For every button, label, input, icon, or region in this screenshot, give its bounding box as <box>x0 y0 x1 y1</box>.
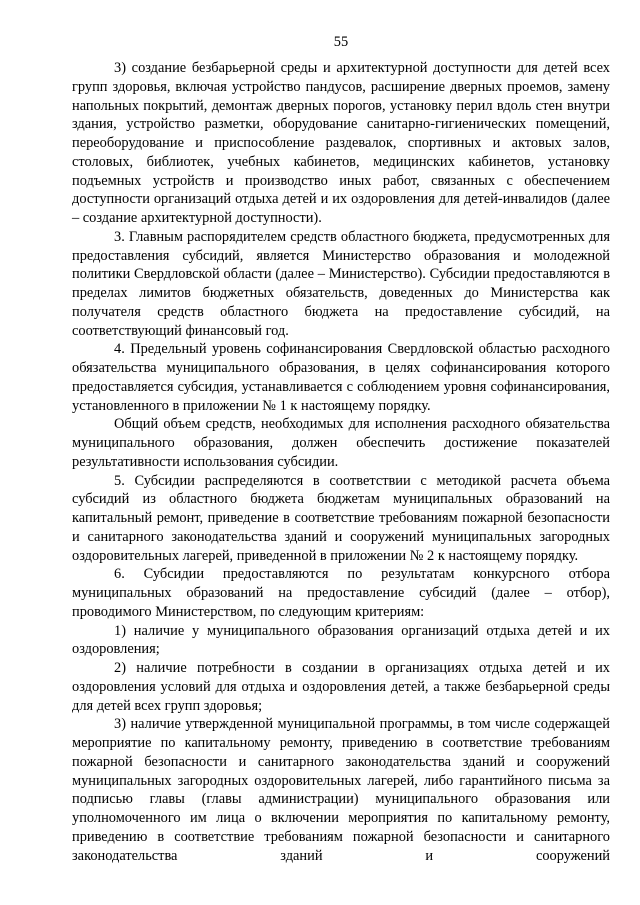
paragraph-selection-criteria: 6. Субсидии предоставляются по результатам конкурсного отбора муниципальных образований на предоставление субсидий (далее – отбор), проводимого Министерством, по следующим критериям: <box>72 566 610 620</box>
paragraph-main-administrator: 3. Главным распорядителем средств областного бюджета, предусмотренных для предоставления субсидий, является Министерство образования и молодежной политики Свердловской области (далее – Министерство). Субсидии предоставляются в пределах лимитов бюджетных обязательств, доведенных до Министерства как получателя средств областного бюджета на предоставление субсидий, на соответствующий финансовый год. <box>72 228 610 339</box>
paragraph-cofinancing-level: 4. Предельный уровень софинансирования Свердловской областью расходного обязательства муниципального образования, в целях софинансирования которого предоставляется субсидия, устанавливается с соблюдением уровня софинансирования, установленного в приложении № 1 к настоящему порядку. <box>72 341 610 414</box>
paragraph-total-funds: Общий объем средств, необходимых для исполнения расходного обязательства муниципального образования, должен обеспечить достижение показателей результативности использования субсидии. <box>72 416 610 470</box>
criterion-item-1: 1) наличие у муниципального образования организаций отдыха детей и их оздоровления; <box>72 622 610 658</box>
paragraph-architectural-accessibility: 3) создание безбарьерной среды и архитектурной доступности для детей всех групп здоровья, включая устройство пандусов, расширение дверных проемов, замену напольных покрытий, демонтаж дверных порогов, установку перил вдоль стен внутри здания, устройство разметки, оборудование санитарно-гигиенических помещений, переоборудование и приспособление раздевалок, спортивных и актовых залов, столовых, библиотек, учебных кабинетов, медицинских кабинетов, установку подъемных устройств и производство иных работ, связанных с обеспечением доступности организаций отдыха детей и их оздоровления для детей-инвалидов (далее – создание архитектурной доступности). <box>72 60 610 226</box>
paragraph-subsidy-distribution: 5. Субсидии распределяются в соответствии с методикой расчета объема субсидий из областного бюджета бюджетам муниципальных образований на капитальный ремонт, приведение в соответствие требованиям пожарной безопасности и санитарного законодательства зданий и сооружений муниципальных загородных оздоровительных лагерей, приведенной в приложении № 2 к настоящему порядку. <box>72 472 610 564</box>
criterion-item-3: 3) наличие утвержденной муниципальной программы, в том числе содержащей мероприятие по капитальному ремонту, приведению в соответствие требованиям пожарной безопасности и санитарного законодательства зданий и сооружений муниципальных загородных оздоровительных лагерей, либо гарантийного письма за подписью главы (главы администрации) муниципального образования или уполномоченного им лица о включении мероприятия по капитальному ремонту, приведению в соответствие требованиям пожарной безопасности и санитарного законодательства зданий и сооружений <box>72 716 610 864</box>
criterion-item-2: 2) наличие потребности в создании в организациях отдыха детей и их оздоровления условий для отдыха и оздоровления детей, а также безбарьерной среды для детей всех групп здоровья; <box>72 660 610 714</box>
page-number: 55 <box>333 34 349 50</box>
